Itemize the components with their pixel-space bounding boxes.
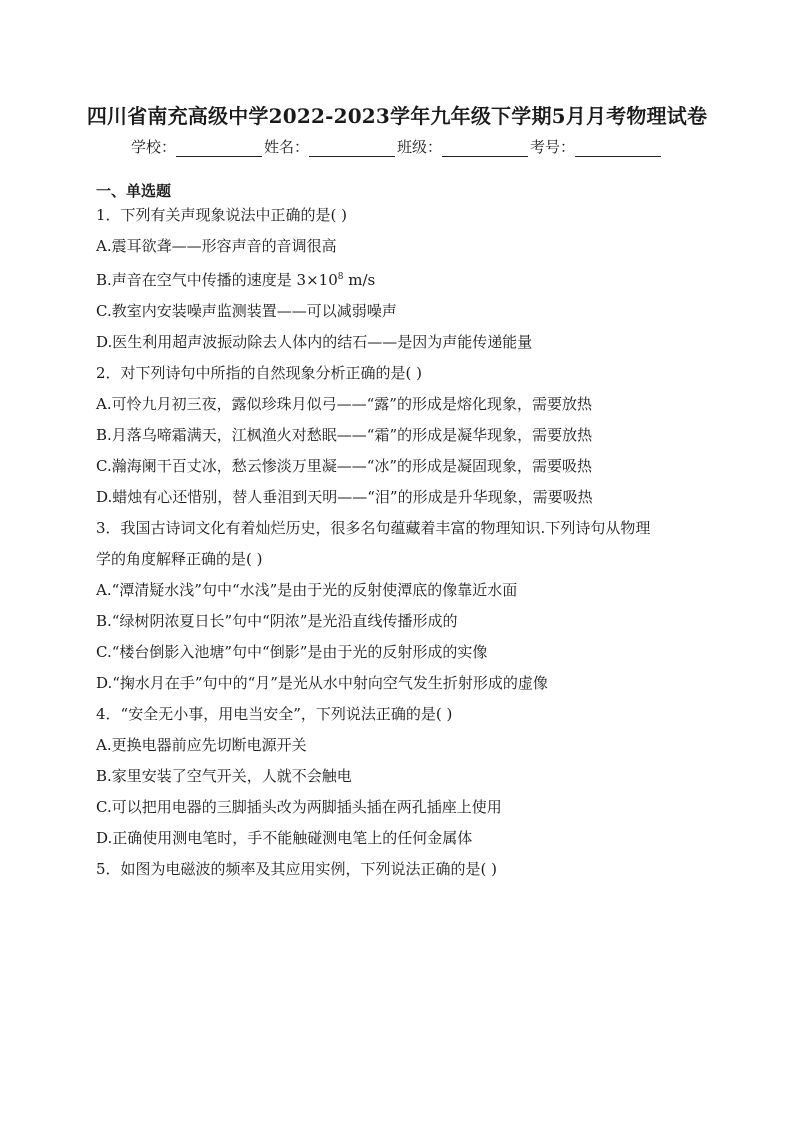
name-label: 姓名： — [263, 138, 309, 156]
exam-title: 四川省南充高级中学2022-2023学年九年级下学期5月月考物理试卷 — [86, 104, 708, 128]
question-2-option-c: C.瀚海阑干百丈冰，愁云惨淡万里凝——“冰”的形成是凝固现象，需要吸热 — [96, 457, 593, 475]
question-1-stem: 1．下列有关声现象说法中正确的是( ) — [96, 206, 348, 224]
section-heading: 一、单选题 — [96, 182, 172, 200]
question-2-option-a: A.可怜九月初三夜，露似珍珠月似弓——“露”的形成是熔化现象，需要放热 — [96, 395, 592, 413]
class-blank — [442, 140, 528, 157]
student-info-row — [0, 136, 794, 157]
question-1-option-c: C.教室内安装噪声监测装置——可以减弱噪声 — [96, 302, 397, 320]
option-b-text: B.声音在空气中传播的速度是 3×10 — [96, 271, 338, 289]
exponent: 8 — [337, 272, 344, 282]
name-field — [264, 136, 397, 157]
question-1-option-a: A.震耳欲聋——形容声音的音调很高 — [96, 237, 337, 255]
question-1-option-b — [96, 262, 696, 296]
question-4-option-a: A.更换电器前应先切断电源开关 — [96, 736, 307, 754]
school-label: 学校： — [130, 138, 176, 156]
question-list — [96, 200, 696, 885]
question-4-option-c: C.可以把用电器的三脚插头改为两脚插头插在两孔插座上使用 — [96, 798, 502, 816]
class-label: 班级： — [397, 138, 443, 156]
question-1-option-d: D.医生利用超声波振动除去人体内的结石——是因为声能传递能量 — [96, 333, 533, 351]
question-5-stem: 5．如图为电磁波的频率及其应用实例，下列说法正确的是( ) — [96, 860, 498, 878]
question-3-stem-line-2: 学的角度解释正确的是( ) — [96, 550, 263, 568]
question-2-option-b: B.月落乌啼霜满天，江枫渔火对愁眠——“霜”的形成是凝华现象，需要放热 — [96, 426, 593, 444]
unit: m/s — [343, 271, 376, 289]
question-3-option-d: D.“掬水月在手”句中的“月”是光从水中射向空气发生折射形成的虚像 — [96, 674, 548, 692]
school-blank — [176, 140, 262, 157]
question-4-stem: 4．“安全无小事，用电当安全”，下列说法正确的是( ) — [96, 705, 453, 723]
question-2-stem: 2．对下列诗句中所指的自然现象分析正确的是( ) — [96, 364, 423, 382]
class-field — [397, 136, 530, 157]
question-3-stem-line-1: 3．我国古诗词文化有着灿烂历史，很多名句蕴藏着丰富的物理知识.下列诗句从物理 — [96, 519, 651, 537]
school-field — [131, 136, 264, 157]
number-field — [530, 136, 663, 157]
question-4-option-b: B.家里安装了空气开关，人就不会触电 — [96, 767, 352, 785]
question-3-option-c: C.“楼台倒影入池塘”句中“倒影”是由于光的反射形成的实像 — [96, 643, 488, 661]
number-blank — [575, 140, 661, 157]
question-2-option-d: D.蜡烛有心还惜别，替人垂泪到天明——“泪”的形成是升华现象，需要吸热 — [96, 488, 593, 506]
question-3-option-a: A.“潭清疑水浅”句中“水浅”是由于光的反射使潭底的像靠近水面 — [96, 581, 518, 599]
name-blank — [309, 140, 395, 157]
question-4-option-d: D.正确使用测电笔时，手不能触碰测电笔上的任何金属体 — [96, 829, 473, 847]
number-label: 考号： — [530, 138, 576, 156]
question-3-option-b: B.“绿树阴浓夏日长”句中“阴浓”是光沿直线传播形成的 — [96, 612, 458, 630]
